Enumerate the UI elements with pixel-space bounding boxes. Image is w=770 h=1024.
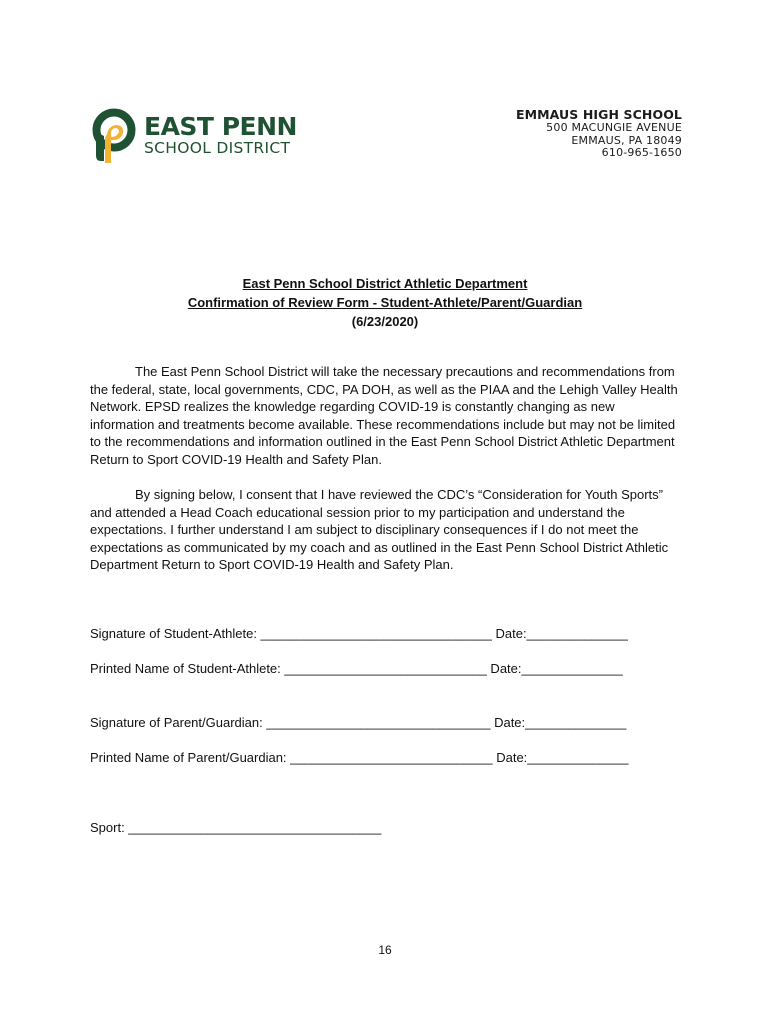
- body-paragraph-2: [90, 486, 682, 574]
- school-address-block: [516, 107, 682, 160]
- body-paragraph-1-text: The East Penn School District will take the necessary precautions and recommendations from the federal, state, local governments, CDC, PA DOH, as well as the PIAA and the Lehigh Valley Health Network. EPSD realizes the knowledge regarding COVID-19 is constantly changing as new information and treatments become available. These recommendations include but may not be limited to the recommendations and information outlined in the East Penn School District Athletic Department Return to Sport COVID-19 Health and Safety Plan.: [90, 364, 678, 467]
- form-title-name: Confirmation of Review Form - Student-Athlete/Parent/Guardian: [187, 295, 583, 310]
- form-title-department: East Penn School District Athletic Department: [242, 276, 528, 291]
- logo-district-subtitle: SCHOOL DISTRICT: [144, 139, 291, 157]
- school-phone: 610-965-1650: [601, 146, 682, 159]
- logo-district-name: EAST PENN: [144, 112, 297, 141]
- parent-printed-name-line[interactable]: Printed Name of Parent/Guardian: ____________________________ Date:______________: [90, 750, 629, 765]
- page-number: 16: [378, 943, 392, 957]
- body-paragraph-2-text: By signing below, I consent that I have reviewed the CDC’s “Consideration for Youth Sports” and attended a Head Coach educational session prior to my participation and understand the expectations. I further understand I am subject to disciplinary consequences if I do not meet the expectations as communicated by my coach and as outlined in the East Penn School District Athletic Department Return to Sport COVID-19 Health and Safety Plan.: [90, 487, 669, 573]
- body-paragraph-1: [90, 363, 682, 469]
- school-name: EMMAUS HIGH SCHOOL: [515, 107, 682, 122]
- form-title: [0, 274, 770, 331]
- school-city: EMMAUS, PA 18049: [571, 133, 682, 147]
- district-logo: [92, 108, 302, 168]
- form-date: (6/23/2020): [351, 314, 419, 329]
- east-penn-logo-icon: [92, 108, 138, 166]
- school-street: 500 MACUNGIE AVENUE: [546, 121, 682, 134]
- student-signature-line[interactable]: Signature of Student-Athlete: ________________________________ Date:______________: [90, 626, 628, 641]
- student-printed-name-line[interactable]: Printed Name of Student-Athlete: ____________________________ Date:______________: [90, 661, 623, 676]
- parent-signature-line[interactable]: Signature of Parent/Guardian: _______________________________ Date:______________: [90, 715, 627, 730]
- sport-line[interactable]: Sport: ___________________________________: [90, 820, 382, 835]
